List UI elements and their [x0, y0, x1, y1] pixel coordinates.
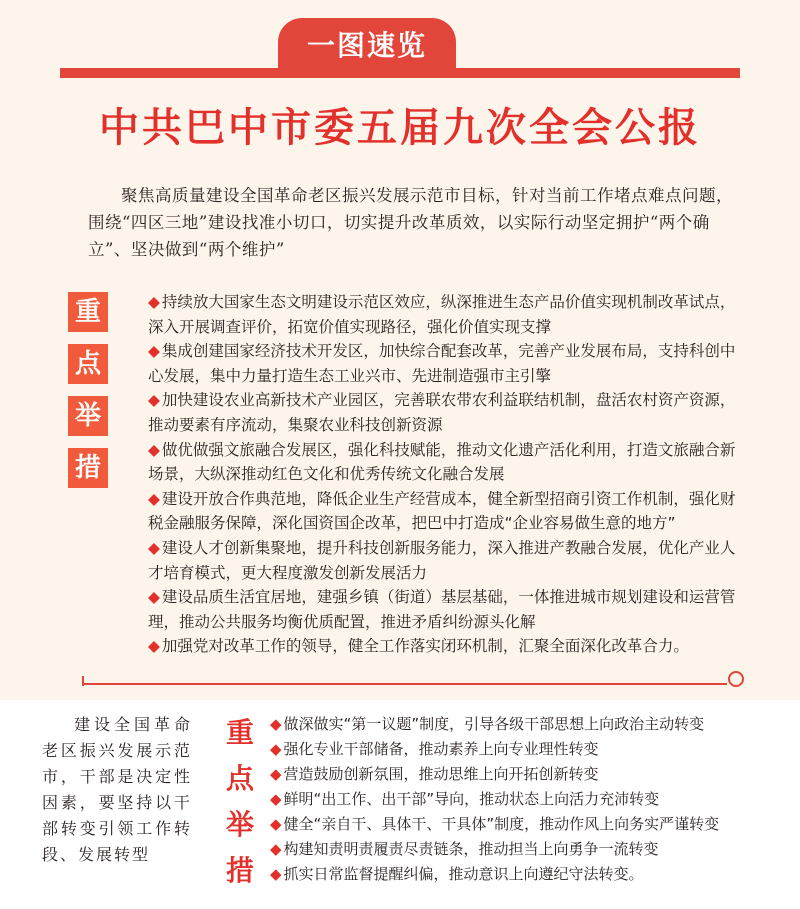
diamond-bullet-icon: ◆ [148, 538, 160, 557]
page-title: 中共巴中市委五届九次全会公报 [99, 104, 701, 151]
list-item: ◆ 健全“亲自干、具体干、干具体”制度，推动作风上向务实严谨转变 [270, 815, 720, 833]
list-item: ◆ 建设品质生活宜居地，建强乡镇（街道）基层基础，一体推进城市规划建设和运营管理，推动公共服务均衡优质配置，推进矛盾纠纷源头化解 [148, 588, 736, 631]
section2-list [270, 712, 750, 887]
diamond-bullet-icon: ◆ [148, 391, 160, 410]
list-item: ◆ 做优做强文旅融合发展区，强化科技赋能，推动文化遗产活化利用，打造文旅融合新场景，大纵深推动红色文化和优秀传统文化融合发展 [148, 440, 736, 484]
section2-label-char: 点 [220, 759, 260, 799]
section2-label-char: 重 [220, 713, 260, 753]
list-item: ◆ 加快建设农业高新技术产业园区，完善联农带农利益联结机制，盘活农村资产资源，推动要素有序流动，集聚农业科技创新资源 [148, 391, 736, 434]
diamond-bullet-icon: ◆ [270, 840, 282, 858]
diamond-bullet-icon: ◆ [148, 489, 160, 508]
list-item: ◆ 强化专业干部储备，推动素养上向专业理性转变 [270, 740, 599, 758]
diamond-bullet-icon: ◆ [270, 790, 282, 808]
diamond-bullet-icon: ◆ [148, 342, 160, 361]
ring-icon [728, 671, 744, 687]
diamond-bullet-icon: ◆ [270, 765, 282, 783]
section1-list [126, 290, 746, 659]
diamond-bullet-icon: ◆ [270, 715, 282, 733]
section1-label-char: 点 [68, 344, 108, 384]
list-item: ◆ 营造鼓励创新氛围，推动思维上向开拓创新转变 [270, 765, 599, 783]
section1-label [68, 292, 108, 500]
diamond-bullet-icon: ◆ [148, 637, 160, 656]
diamond-bullet-icon: ◆ [270, 740, 282, 758]
section2-label-char: 举 [220, 805, 260, 845]
section-divider [82, 683, 727, 685]
diamond-bullet-icon: ◆ [148, 588, 160, 607]
list-item: ◆ 建设开放合作典范地，降低企业生产经营成本，健全新型招商引资工作机制，强化财税金融服务保障，深化国资国企改革，把巴中打造成“企业容易做生意的地方” [148, 489, 736, 533]
section2-side-text: 建设全国革命老区振兴发展示范市，干部是决定性因素，要坚持以干部转变引领工作转段、发展转型 [42, 715, 192, 864]
diamond-bullet-icon: ◆ [148, 293, 160, 311]
list-item: ◆ 做深做实“第一议题”制度，引导各级干部思想上向政治主动转变 [270, 715, 705, 733]
intro-paragraph: 聚焦高质量建设全国革命老区振兴发展示范市目标，针对当前工作堵点难点问题，围绕“四区三地”建设找准小切口，切实提升改革质效，以实际行动坚定拥护“两个确立”、坚决做到“两个维护” [88, 186, 733, 259]
section1-label-char: 措 [68, 448, 108, 488]
list-item: ◆ 抓实日常监督提醒纠偏，推动意识上向遵纪守法转变。 [270, 865, 644, 883]
section2-label [220, 713, 260, 897]
diamond-bullet-icon: ◆ [148, 440, 160, 459]
diamond-bullet-icon: ◆ [270, 865, 282, 883]
list-item: ◆ 加强党对改革工作的领导，健全工作落实闭环机制，汇聚全面深化改革合力。 [148, 637, 689, 656]
list-item: ◆ 构建知责明责履责尽责链条，推动担当上向勇争一流转变 [270, 840, 659, 858]
header-tab: 一图速览 [278, 18, 456, 74]
list-item: ◆ 鲜明“出工作、出干部”导向，推动状态上向活力充沛转变 [270, 790, 660, 808]
section1-label-char: 重 [68, 292, 108, 332]
list-item: ◆ 持续放大国家生态文明建设示范区效应，纵深推进生态产品价值实现机制改革试点，深入开展调查评价，拓宽价值实现路径，强化价值实现支撑 [148, 293, 736, 336]
section2-label-char: 措 [220, 851, 260, 891]
list-item: ◆ 集成创建国家经济技术开发区，加快综合配套改革，完善产业发展布局，支持科创中心发展，集中力量打造生态工业兴市、先进制造强市主引擎 [148, 342, 736, 385]
list-item: ◆ 建设人才创新集聚地，提升科技创新服务能力，深入推进产教融合发展，优化产业人才培育模式，更大程度激发创新发展活力 [148, 538, 736, 582]
diamond-bullet-icon: ◆ [270, 815, 282, 833]
section1-label-char: 举 [68, 396, 108, 436]
